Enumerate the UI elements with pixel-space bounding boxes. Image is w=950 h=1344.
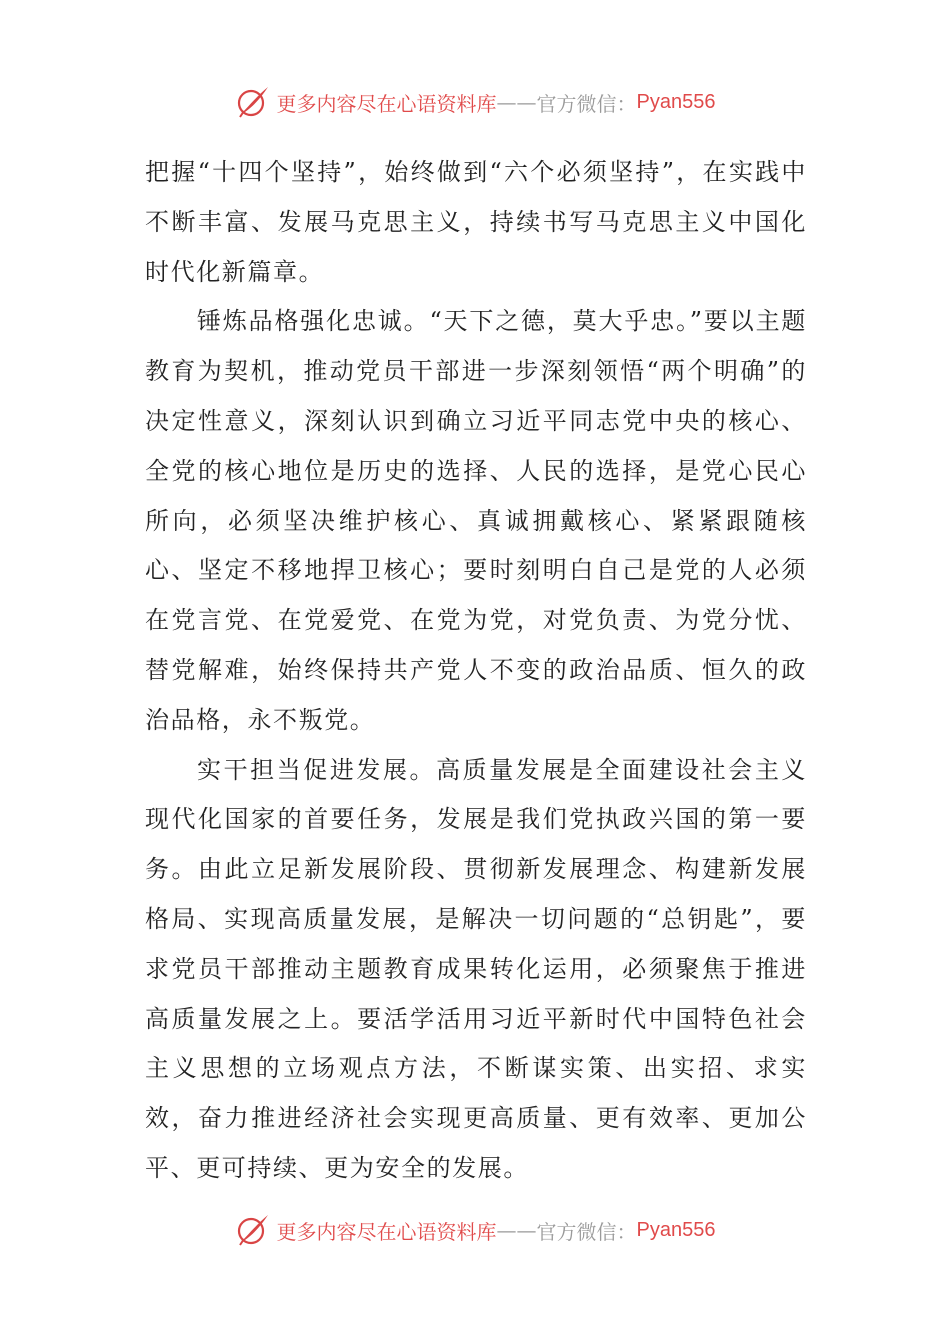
footer-wechat-id: Pyan556 [636, 1218, 716, 1241]
quill-logo-icon [235, 84, 271, 120]
paragraph-2: 锤炼品格强化忠诚。“天下之德，莫大乎忠。”要以主题教育为契机，推动党员干部进一步深刻领悟“两个明确”的决定性意义，深刻认识到确立习近平同志党中央的核心、全党的核心地位是历史的选择、人民的选择，是党心民心所向，必须坚决维护核心、真诚拥戴核心、紧紧跟随核心、坚定不移地捍卫核心；要时刻明白自己是党的人必须在党言党、在党爱党、在党为党，对党负责、为党分忧、替党解难，始终保持共产党人不变的政治品质、恒久的政治品格，永不叛党。 [145, 307, 807, 734]
header-wechat-label: 官方微信： [536, 91, 637, 116]
footer-brand-text: 更多内容尽在心语资料库 [276, 1219, 497, 1244]
paragraph-1: 把握“十四个坚持”，始终做到“六个必须坚持”，在实践中不断丰富、发展马克思主义，持续书写马克思主义中国化时代化新篇章。 [145, 158, 807, 286]
header-wechat-id: Pyan556 [636, 90, 716, 113]
document-body [145, 148, 807, 1194]
paragraph-3: 实干担当促进发展。高质量发展是全面建设社会主义现代化国家的首要任务，发展是我们党执政兴国的第一要务。由此立足新发展阶段、贯彻新发展理念、构建新发展格局、实现高质量发展，是解决一切问题的“总钥匙”，要求党员干部推动主题教育成果转化运用，必须聚焦于推进高质量发展之上。要活学活用习近平新时代中国特色社会主义思想的立场观点方法，不断谋实策、出实招、求实效，奋力推进经济社会实现更高质量、更有效率、更加公平、更可持续、更为安全的发展。 [145, 755, 807, 1182]
header-brand-text: 更多内容尽在心语资料库 [276, 91, 497, 116]
header-dash: —— [496, 90, 537, 114]
header-banner [0, 80, 950, 124]
quill-logo-icon [235, 1212, 271, 1248]
footer-wechat-label: 官方微信： [536, 1219, 637, 1244]
footer-banner [0, 1208, 950, 1252]
footer-dash: —— [496, 1218, 537, 1242]
